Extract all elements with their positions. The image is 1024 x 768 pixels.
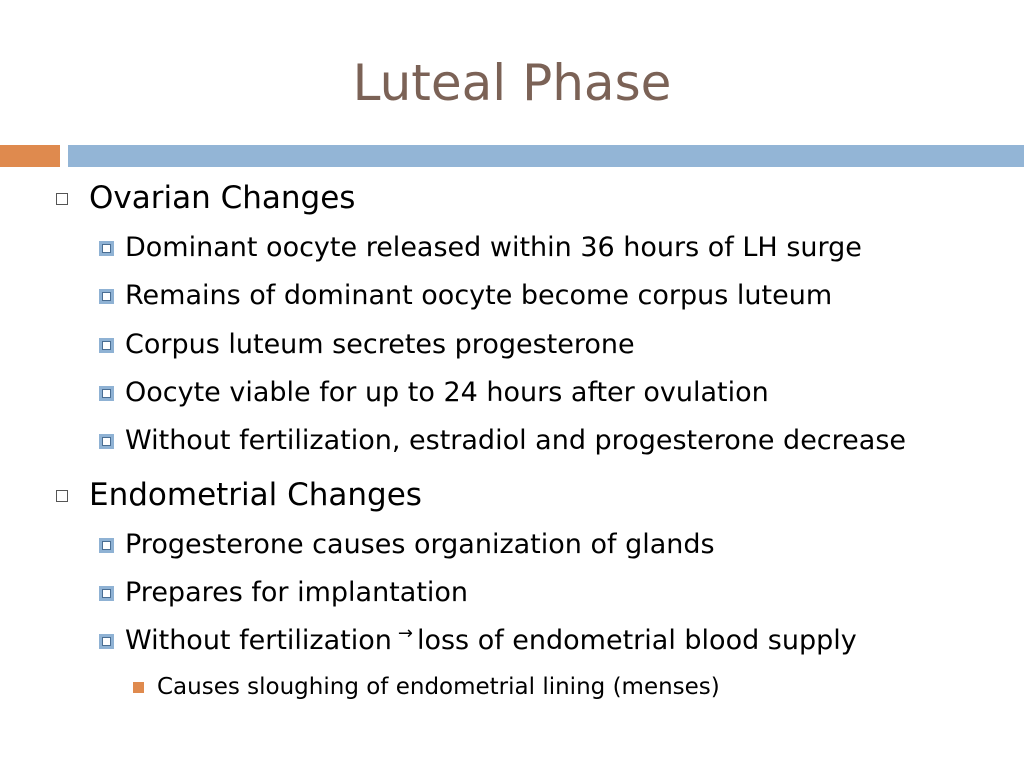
blue-accent-bar (68, 145, 1024, 167)
list-item: Remains of dominant oocyte become corpus luteum (125, 280, 833, 311)
square-bullet-icon (99, 434, 114, 449)
square-bullet-icon (99, 289, 114, 304)
list-item: Dominant oocyte released within 36 hours of LH surge (125, 232, 862, 263)
section-heading-endometrial: Endometrial Changes (89, 477, 422, 513)
orange-accent-bar (0, 145, 60, 167)
square-bullet-icon (99, 634, 114, 649)
square-bullet-icon (99, 338, 114, 353)
arrow-item-before: Without fertilization (125, 625, 392, 656)
square-bullet-icon (99, 241, 114, 256)
list-item: Oocyte viable for up to 24 hours after ovulation (125, 377, 769, 408)
slide-title: Luteal Phase (352, 54, 672, 112)
list-item: Prepares for implantation (125, 577, 469, 608)
hollow-square-bullet-icon (56, 193, 68, 205)
right-arrow-icon: → (397, 623, 413, 644)
square-bullet-icon (99, 538, 114, 553)
square-bullet-icon (99, 586, 114, 601)
list-item: Progesterone causes organization of glands (125, 529, 715, 560)
list-item: Without fertilization, estradiol and progesterone decrease (125, 425, 906, 456)
filled-square-bullet-icon (133, 682, 144, 693)
list-item-arrow (125, 623, 857, 662)
hollow-square-bullet-icon (56, 490, 68, 502)
square-bullet-icon (99, 386, 114, 401)
list-item: Corpus luteum secretes progesterone (125, 329, 635, 360)
arrow-item-after: loss of endometrial blood supply (416, 625, 857, 656)
sub-list-item: Causes sloughing of endometrial lining (menses) (157, 674, 720, 700)
section-heading-ovarian: Ovarian Changes (89, 180, 356, 216)
